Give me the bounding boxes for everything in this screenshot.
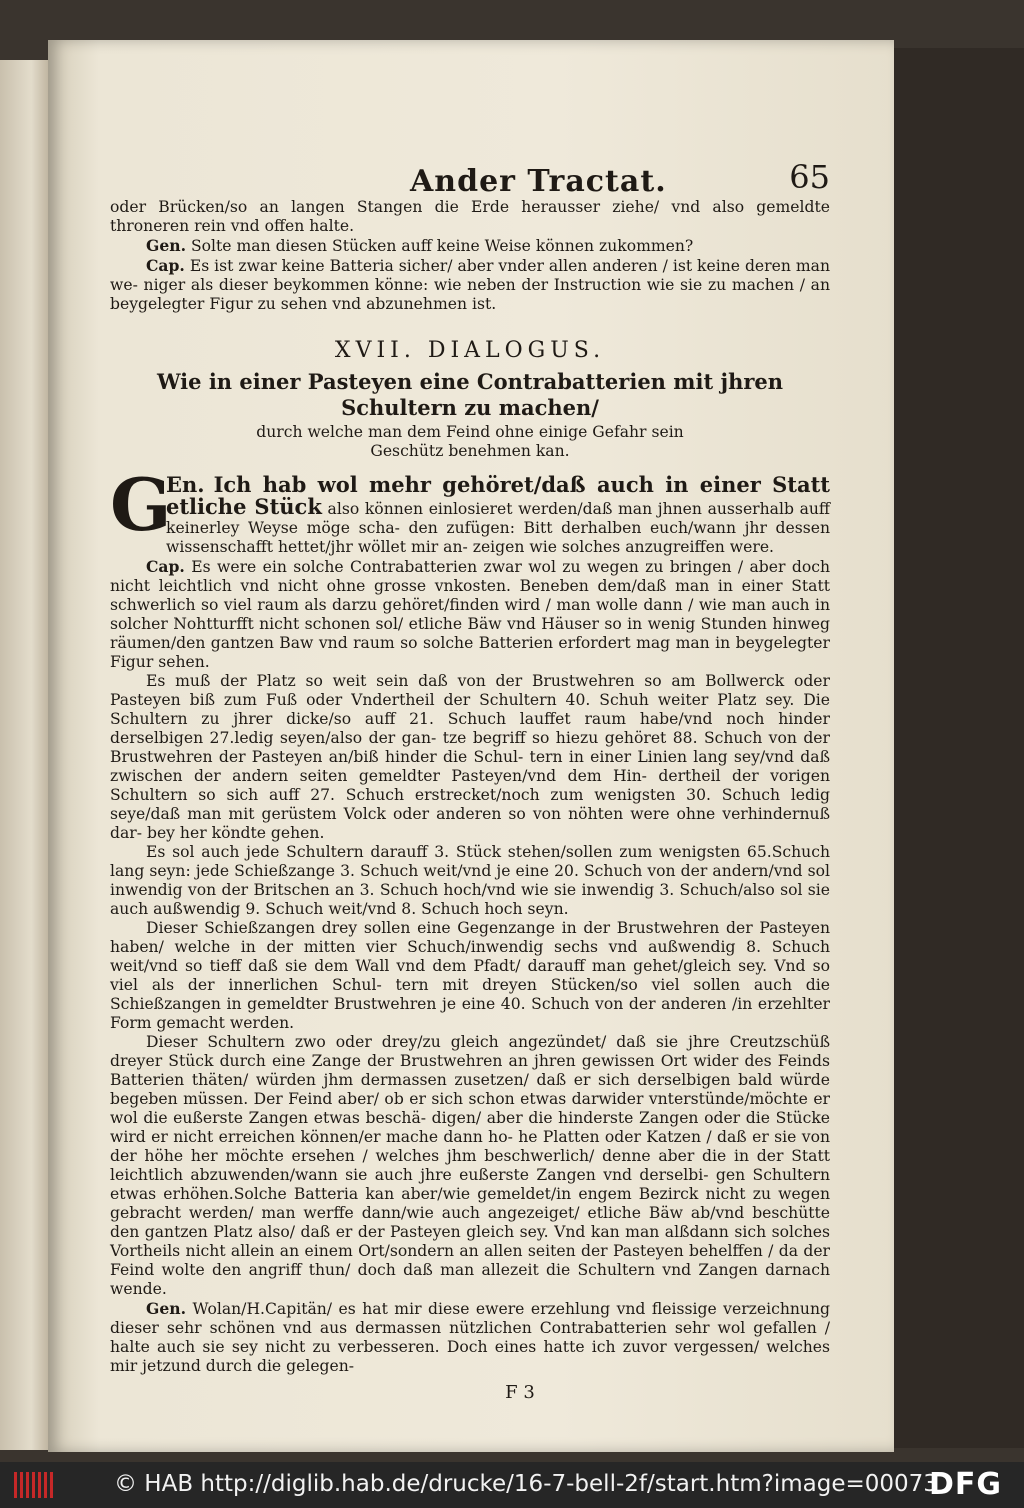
opening-paragraph xyxy=(110,462,830,557)
running-head: Ander Tractat. xyxy=(410,164,667,199)
continuation-text: oder Brücken/so an langen Stangen die Erde herausser ziehe/ vnd also gemeldte throneren rein vnd offen halte. xyxy=(110,198,830,235)
paragraph-text: also können einlosieret werden/daß man jhnen ausserhalb auff keinerley Weyse möge scha- den zufügen: Bitt derhalben euch/wann jhr dessen wissenschafft hettet/jhr wöllet mir an- zeigen wie solches anzugreiffen were. xyxy=(166,500,830,556)
scan-background-strip xyxy=(894,48,1024,1448)
speaker-label: Gen. xyxy=(146,236,187,255)
paragraph-text: Es muß der Platz so weit sein daß von der Brustwehren so am Bollwerck oder Pasteyen biß zum Fuß oder Vndertheil der Schultern 40. Schuh weiter Platz sey. Die Schultern zu jhrer dicke/so auff 21. Schuch lauffet raum habe/vnd noch hinder derselbigen 27.ledig seyen/also der gan- tze begriff so hiezu gehöret 88. Schuch von der Brustwehren der Pasteyen an/biß hinder die Schul- tern in einer Linien lang sey/vnd daß zwischen der andern seiten gemeldter Pasteyen/vnd dem Hin- dertheil der vorigen Schultern so sich auff 27. Schuch erstrecket/noch zum wenigsten 30. Schuch ledig seye/daß man mit gerüstem Volck oder anderen so von nöhten were ohne verhindernuß dar- bey her köndte gehen. xyxy=(110,672,830,842)
viewer-footer xyxy=(0,1462,1024,1508)
speaker-label: Cap. xyxy=(146,557,185,576)
page-header xyxy=(110,158,830,198)
dialog-text: Es ist zwar keine Batteria sicher/ aber vnder allen anderen / ist keine deren man we- niger als dieser beykommen könne: wie neben der Instruction wie sie zu machen / an beygelegter Figur zu sehen vnd abzunehmen ist. xyxy=(110,257,830,313)
body-paragraph xyxy=(110,1033,830,1299)
section-subtitle: durch welche man dem Feind ohne einige Gefahr sein Geschütz benehmen kan. xyxy=(256,423,684,460)
body-paragraph xyxy=(110,919,830,1033)
body-paragraph xyxy=(110,557,830,672)
paragraph-text: Dieser Schießzangen drey sollen eine Gegenzange in der Brustwehren der Pasteyen haben/ welche in der mitten vier Schuch/inwendig sechs vnd außwendig 8. Schuch weit/vnd so tieff daß sie dem Wall vnd dem Pfadt/ darauff man gehet/gleich sey. Vnd so viel als der innerlichen Schul- tern mit dreyen Stücken/so viel sollen auch die Schießzangen in gemeldter Brustwehren je eine 40. Schuch von der anderen /in erzehlter Form gemacht werden. xyxy=(110,919,830,1032)
drop-cap: G xyxy=(110,462,172,547)
speaker-label: Gen. xyxy=(146,1299,187,1318)
speaker-label: En. xyxy=(166,472,205,497)
dialog-line xyxy=(110,236,830,256)
barcode-icon xyxy=(14,1472,54,1498)
paragraph-text: Dieser Schultern zwo oder drey/zu gleich angezündet/ daß sie jhre Creutzschüß dreyer Stück durch eine Zange der Brustwehren an jhren gewissen Ort wider des Feinds Batterien thäten/ würden jhm dermassen zusetzen/ daß er sich derselbigen bald würde begeben müssen. Der Feind aber/ ob er sich schon etwas darwider vnterstünde/möchte er wol die eußerste Zangen etwas beschä- digen/ aber die hinderste Zangen oder die Stücke wird er nicht erreichen können/er mache dann ho- he Platten oder Katzen / daß er sie von der höhe her möchte ersehen / welches jhm beschwerlich/ denne aber die in der Statt leichtlich abzuwenden/wann sie auch jhre eußerste Zangen vnd derselbi- gen Schultern etwas erhöhen.Solche Batteria kan aber/wie gemeldet/in engem Bezirck nicht zu wegen gebracht werden/ man werffe dann/wie auch angezeiget/ etliche Bäw ab/vnd beschütte den gantzen Platz also/ daß er der Pasteyen gleich sey. Vnd kan man alßdann sich solches Vortheils nicht allein an einem Ort/sondern an allen seiten der Pasteyen behelffen / da der Feind wolte den angriff thun/ doch daß man allezeit die Schultern vnd Zangen darnach wende. xyxy=(110,1033,830,1298)
paragraph-text: Es were ein solche Contrabatterien zwar wol zu wegen zu bringen / aber doch nicht leichtlich vnd nicht ohne grosse vnkosten. Beneben dem/daß man in einer Statt schwerlich so viel raum als darzu gehöret/finden wird / man wolle dann / wie man auch in solcher Nohtturfft nicht schonen sol/ etliche Bäw vnd Häuser so in wenig Stunden hinweg räumen/den gantzen Baw vnd raum so solche Batterien erfordert mag man in beygelegter Figur sehen. xyxy=(110,558,830,671)
lead-words: Ich hab wol mehr gehöret/daß auch in einer Statt etliche Stück xyxy=(166,472,830,519)
speaker-label: Cap. xyxy=(146,256,185,275)
page-number: 65 xyxy=(789,158,830,196)
facing-page-edge xyxy=(0,60,55,1450)
body-paragraph xyxy=(110,843,830,919)
page-content xyxy=(110,158,830,1403)
dialog-text: Solte man diesen Stücken auff keine Weise können zukommen? xyxy=(190,237,694,255)
section-heading: XVII. DIALOGUS. xyxy=(334,338,606,363)
section-title: Wie in einer Pasteyen eine Contrabatterien mit jhren Schultern zu machen/ xyxy=(156,369,784,420)
signature-mark: F 3 xyxy=(505,1382,535,1403)
paragraph-text: Es sol auch jede Schultern darauff 3. Stück stehen/sollen zum wenigsten 65.Schuch lang seyn: jede Schießzange 3. Schuch weit/vnd je eine 20. Schuch von der andern/vnd sol inwendig von der Britschen an 3. Schuch hoch/vnd wie sie inwendig 3. Schuch/also sol sie auch außwendig 9. Schuch weit/vnd 8. Schuch hoch seyn. xyxy=(110,843,830,918)
source-link[interactable]: © HAB http://diglib.hab.de/drucke/16-7-bell-2f/start.htm?image=00073 xyxy=(114,1471,938,1497)
body-paragraph xyxy=(110,672,830,843)
paragraph-text: Wolan/H.Capitän/ es hat mir diese ewere erzehlung vnd fleissige verzeichnung dieser sehr schönen vnd aus dermassen nützlichen Contrabatterien sehr wol gefallen / halte auch sie sey nicht zu verbesseren. Doch eines hatte ich zuvor vergessen/ welches mir jetzund durch die gelegen- xyxy=(110,1300,830,1375)
dfg-logo: DFG xyxy=(928,1467,1002,1502)
dialog-line xyxy=(110,256,830,314)
body-paragraph xyxy=(110,1299,830,1376)
